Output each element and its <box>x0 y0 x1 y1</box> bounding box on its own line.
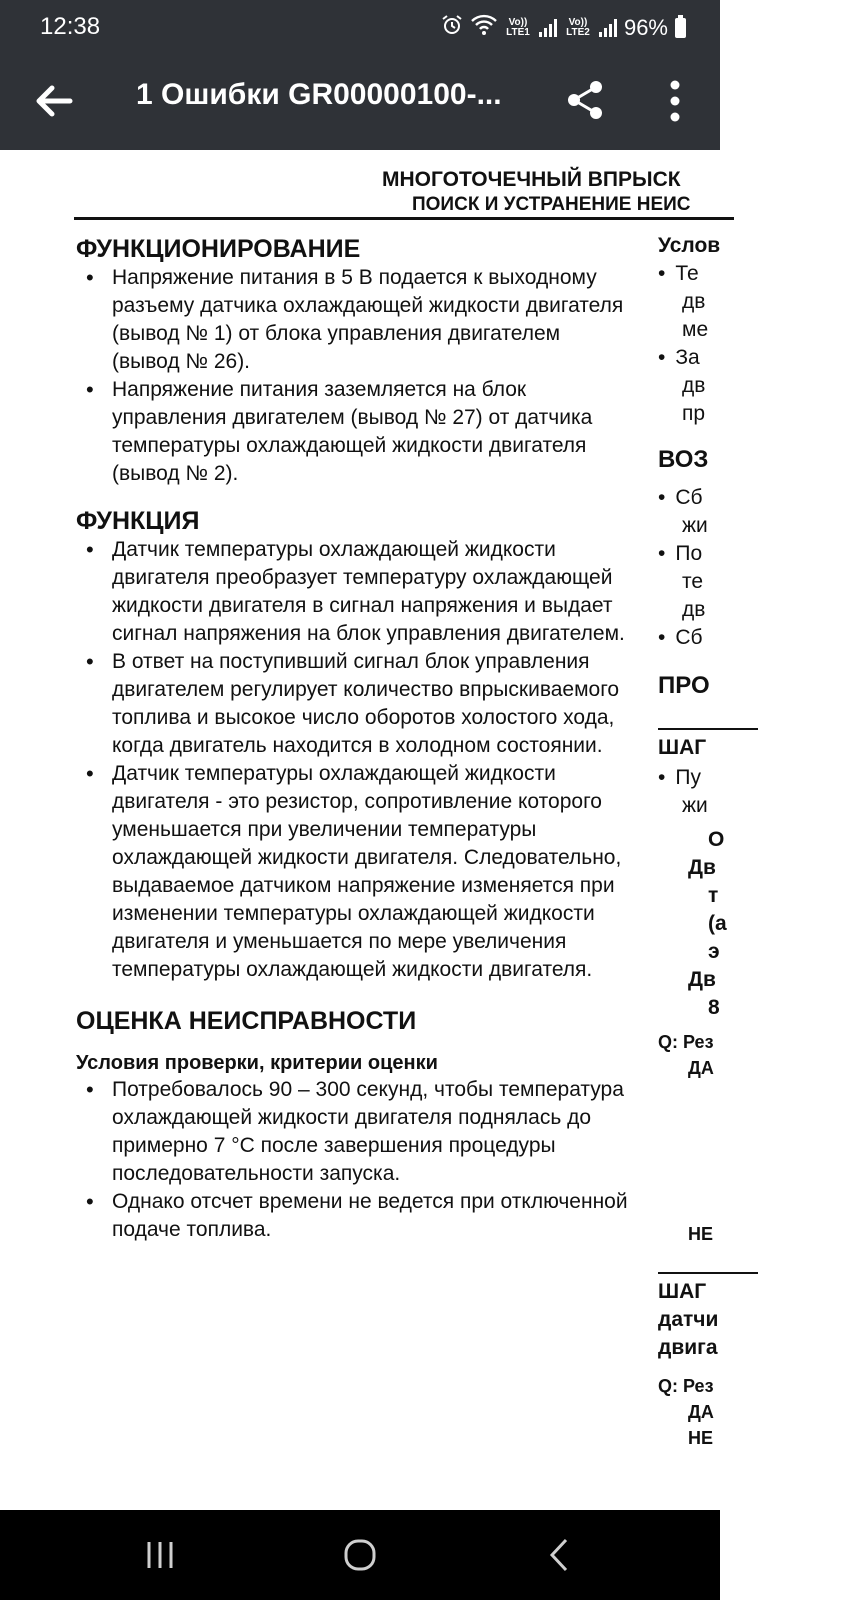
right-text: ме <box>682 318 709 341</box>
right-text: Q: Рез <box>658 1032 714 1052</box>
alarm-icon <box>440 13 464 43</box>
right-text: • По <box>658 542 702 566</box>
status-icons <box>440 13 686 43</box>
right-text: те <box>682 570 704 593</box>
right-text: дв <box>682 374 706 397</box>
signal-bars-2-icon <box>599 19 617 37</box>
right-text: НЕ <box>688 1428 714 1448</box>
right-text: Q: Рез <box>658 1376 714 1396</box>
list-item: • Датчик температуры охлаждающей жидкости двигателя преобразует температуру охлаждающей жидкости двигателя в сигнал напряжения и выдает сигнал напряжения на блок управления двигателем. <box>76 536 632 648</box>
sim1-label: Vo)) LTE1 <box>506 17 530 38</box>
doc-header-line1: МНОГОТОЧЕЧНЫЙ ВПРЫСК <box>382 168 681 191</box>
list-item: • Однако отсчет времени не ведется при отключенной подаче топлива. <box>76 1188 632 1244</box>
function-list <box>76 536 632 984</box>
right-text: дв <box>682 290 706 313</box>
back-arrow-icon[interactable] <box>30 76 80 126</box>
doc-header-line2: ПОИСК И УСТРАНЕНИЕ НЕИС <box>412 194 691 215</box>
document-title: 1 Ошибки GR00000100-... <box>136 78 502 111</box>
step-divider <box>658 728 758 730</box>
right-text: • Сб <box>658 626 703 650</box>
right-text: • Те <box>658 262 699 286</box>
right-text: • За <box>658 346 700 370</box>
right-text: О <box>708 828 725 851</box>
right-text: т <box>708 884 719 907</box>
home-icon[interactable] <box>330 1530 390 1580</box>
right-text: • Сб <box>658 486 703 510</box>
right-text: Услов <box>658 234 721 257</box>
more-options-icon[interactable] <box>660 76 690 126</box>
battery-icon <box>675 18 686 38</box>
right-text: пр <box>682 402 706 425</box>
right-text: ШАГ <box>658 736 707 759</box>
section-title-operation: ФУНКЦИОНИРОВАНИЕ <box>76 235 361 263</box>
document-page[interactable] <box>0 150 727 1510</box>
right-text: жи <box>682 794 708 817</box>
right-text: Дв <box>688 856 716 879</box>
right-text: жи <box>682 514 708 537</box>
battery-percent: 96% <box>623 15 668 40</box>
right-text: двига <box>658 1336 718 1359</box>
right-text: ВОЗ <box>658 446 709 473</box>
back-nav-icon[interactable] <box>530 1530 590 1580</box>
right-text: датчи <box>658 1308 719 1331</box>
list-item: • Датчик температуры охлаждающей жидкости двигателя - это резистор, сопротивление которого уменьшается при увеличении температуры охлаждающей жидкости двигателя. Следовательно, выдаваемое датчиком напряжение изменяется при изменении температуры охлаждающей жидкости двигателя и уменьшается по мере увеличения температуры охлаждающей жидкости двигателя. <box>76 760 632 984</box>
status-bar <box>0 0 720 54</box>
list-item: • В ответ на поступивший сигнал блок управления двигателем регулирует количество впрыскиваемого топлива и высокое число оборотов холостого хода, когда двигатель находится в холодном состоянии. <box>76 648 632 760</box>
right-text: ПРО <box>658 672 710 699</box>
conditions-list <box>76 1076 632 1244</box>
list-item: • Напряжение питания в 5 В подается к выходному разъему датчика охлаждающей жидкости двигателя (вывод № 1) от блока управления двигателем (вывод № 26). <box>76 264 632 376</box>
right-text: э <box>708 940 720 963</box>
right-text: Дв <box>688 968 716 991</box>
status-time: 12:38 <box>40 13 101 40</box>
right-text: 8 <box>708 996 720 1019</box>
list-item: • Потребовалось 90 – 300 секунд, чтобы температура охлаждающей жидкости двигателя поднялась до примерно 7 °C после завершения процедуры последовательности запуска. <box>76 1076 632 1188</box>
wifi-icon <box>471 14 497 42</box>
section-title-function: ФУНКЦИЯ <box>76 507 200 535</box>
operation-list <box>76 264 632 488</box>
left-column <box>76 234 632 1244</box>
system-nav-bar <box>0 1510 720 1600</box>
right-text: дв <box>682 598 706 621</box>
section-subtitle-conditions: Условия проверки, критерии оценки <box>76 1052 438 1074</box>
app-bar <box>0 54 720 150</box>
right-text: ДА <box>688 1402 714 1422</box>
step-divider <box>658 1272 758 1274</box>
right-text: (а <box>708 912 727 935</box>
signal-bars-1-icon <box>539 19 557 37</box>
right-text: ШАГ <box>658 1280 707 1303</box>
right-text: НЕ <box>688 1224 714 1244</box>
share-icon[interactable] <box>564 78 608 122</box>
header-divider <box>74 217 734 220</box>
right-text: ДА <box>688 1058 714 1078</box>
list-item: • Напряжение питания заземляется на блок управления двигателем (вывод № 27) от датчика температуры охлаждающей жидкости двигателя (вывод № 2). <box>76 376 632 488</box>
recent-apps-icon[interactable] <box>130 1530 190 1580</box>
section-title-diagnosis: ОЦЕНКА НЕИСПРАВНОСТИ <box>76 1007 417 1035</box>
right-text: • Пу <box>658 766 701 790</box>
sim2-label: Vo)) LTE2 <box>566 17 590 38</box>
